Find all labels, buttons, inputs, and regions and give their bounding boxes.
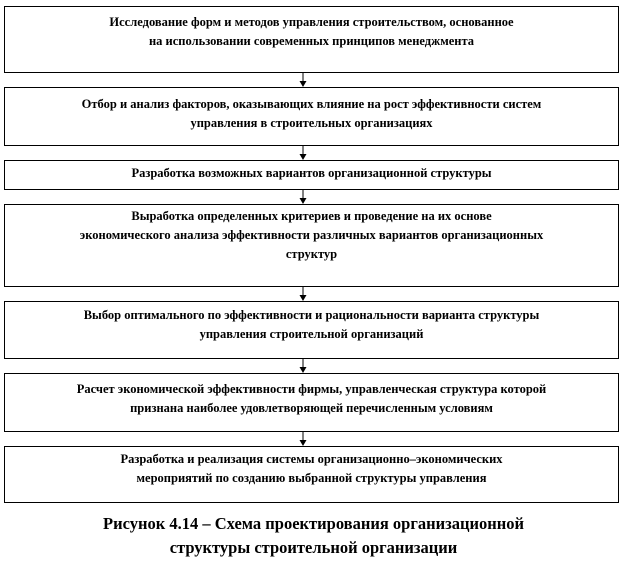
step-text-4: Выработка определенных критериев и проведение на их основе экономического анализа эффективности различных вариантов организационных структур: [79, 209, 544, 261]
step-box-5: [4, 301, 619, 359]
step-box-7: [4, 446, 619, 503]
step-box-3: [4, 160, 619, 190]
step-box-4: [4, 204, 619, 287]
arrow-connector-6: [296, 432, 310, 446]
arrow-connector-1: [296, 73, 310, 87]
step-text-5: Выбор оптимального по эффективности и рациональности варианта структуры управления строительной организаций: [83, 308, 540, 341]
step-box-1: [4, 6, 619, 73]
step-text-2: Отбор и анализ факторов, оказывающих влияние на рост эффективности систем управления в строительных организациях: [81, 96, 542, 130]
arrow-connector-3: [296, 190, 310, 204]
arrow-connector-2: [296, 146, 310, 160]
arrow-connector-5: [296, 359, 310, 373]
step-text-1: Исследование форм и методов управления строительством, основанное на использовании современных принципов менеджмента: [109, 14, 514, 48]
figure-caption: Рисунок 4.14 – Схема проектирования организационной структуры строительной организации: [103, 514, 524, 557]
step-box-2: [4, 87, 619, 146]
step-box-6: [4, 373, 619, 432]
step-text-3: Разработка возможных вариантов организационной структуры: [131, 165, 492, 180]
arrow-connector-4: [296, 287, 310, 301]
step-text-7: Разработка и реализация системы организационно–экономических мероприятий по созданию выбранной структуры управления: [120, 451, 503, 485]
step-text-6: Расчет экономической эффективности фирмы, управленческая структура которой признана наиболее удовлетворяющей перечисленным условиям: [76, 381, 547, 415]
